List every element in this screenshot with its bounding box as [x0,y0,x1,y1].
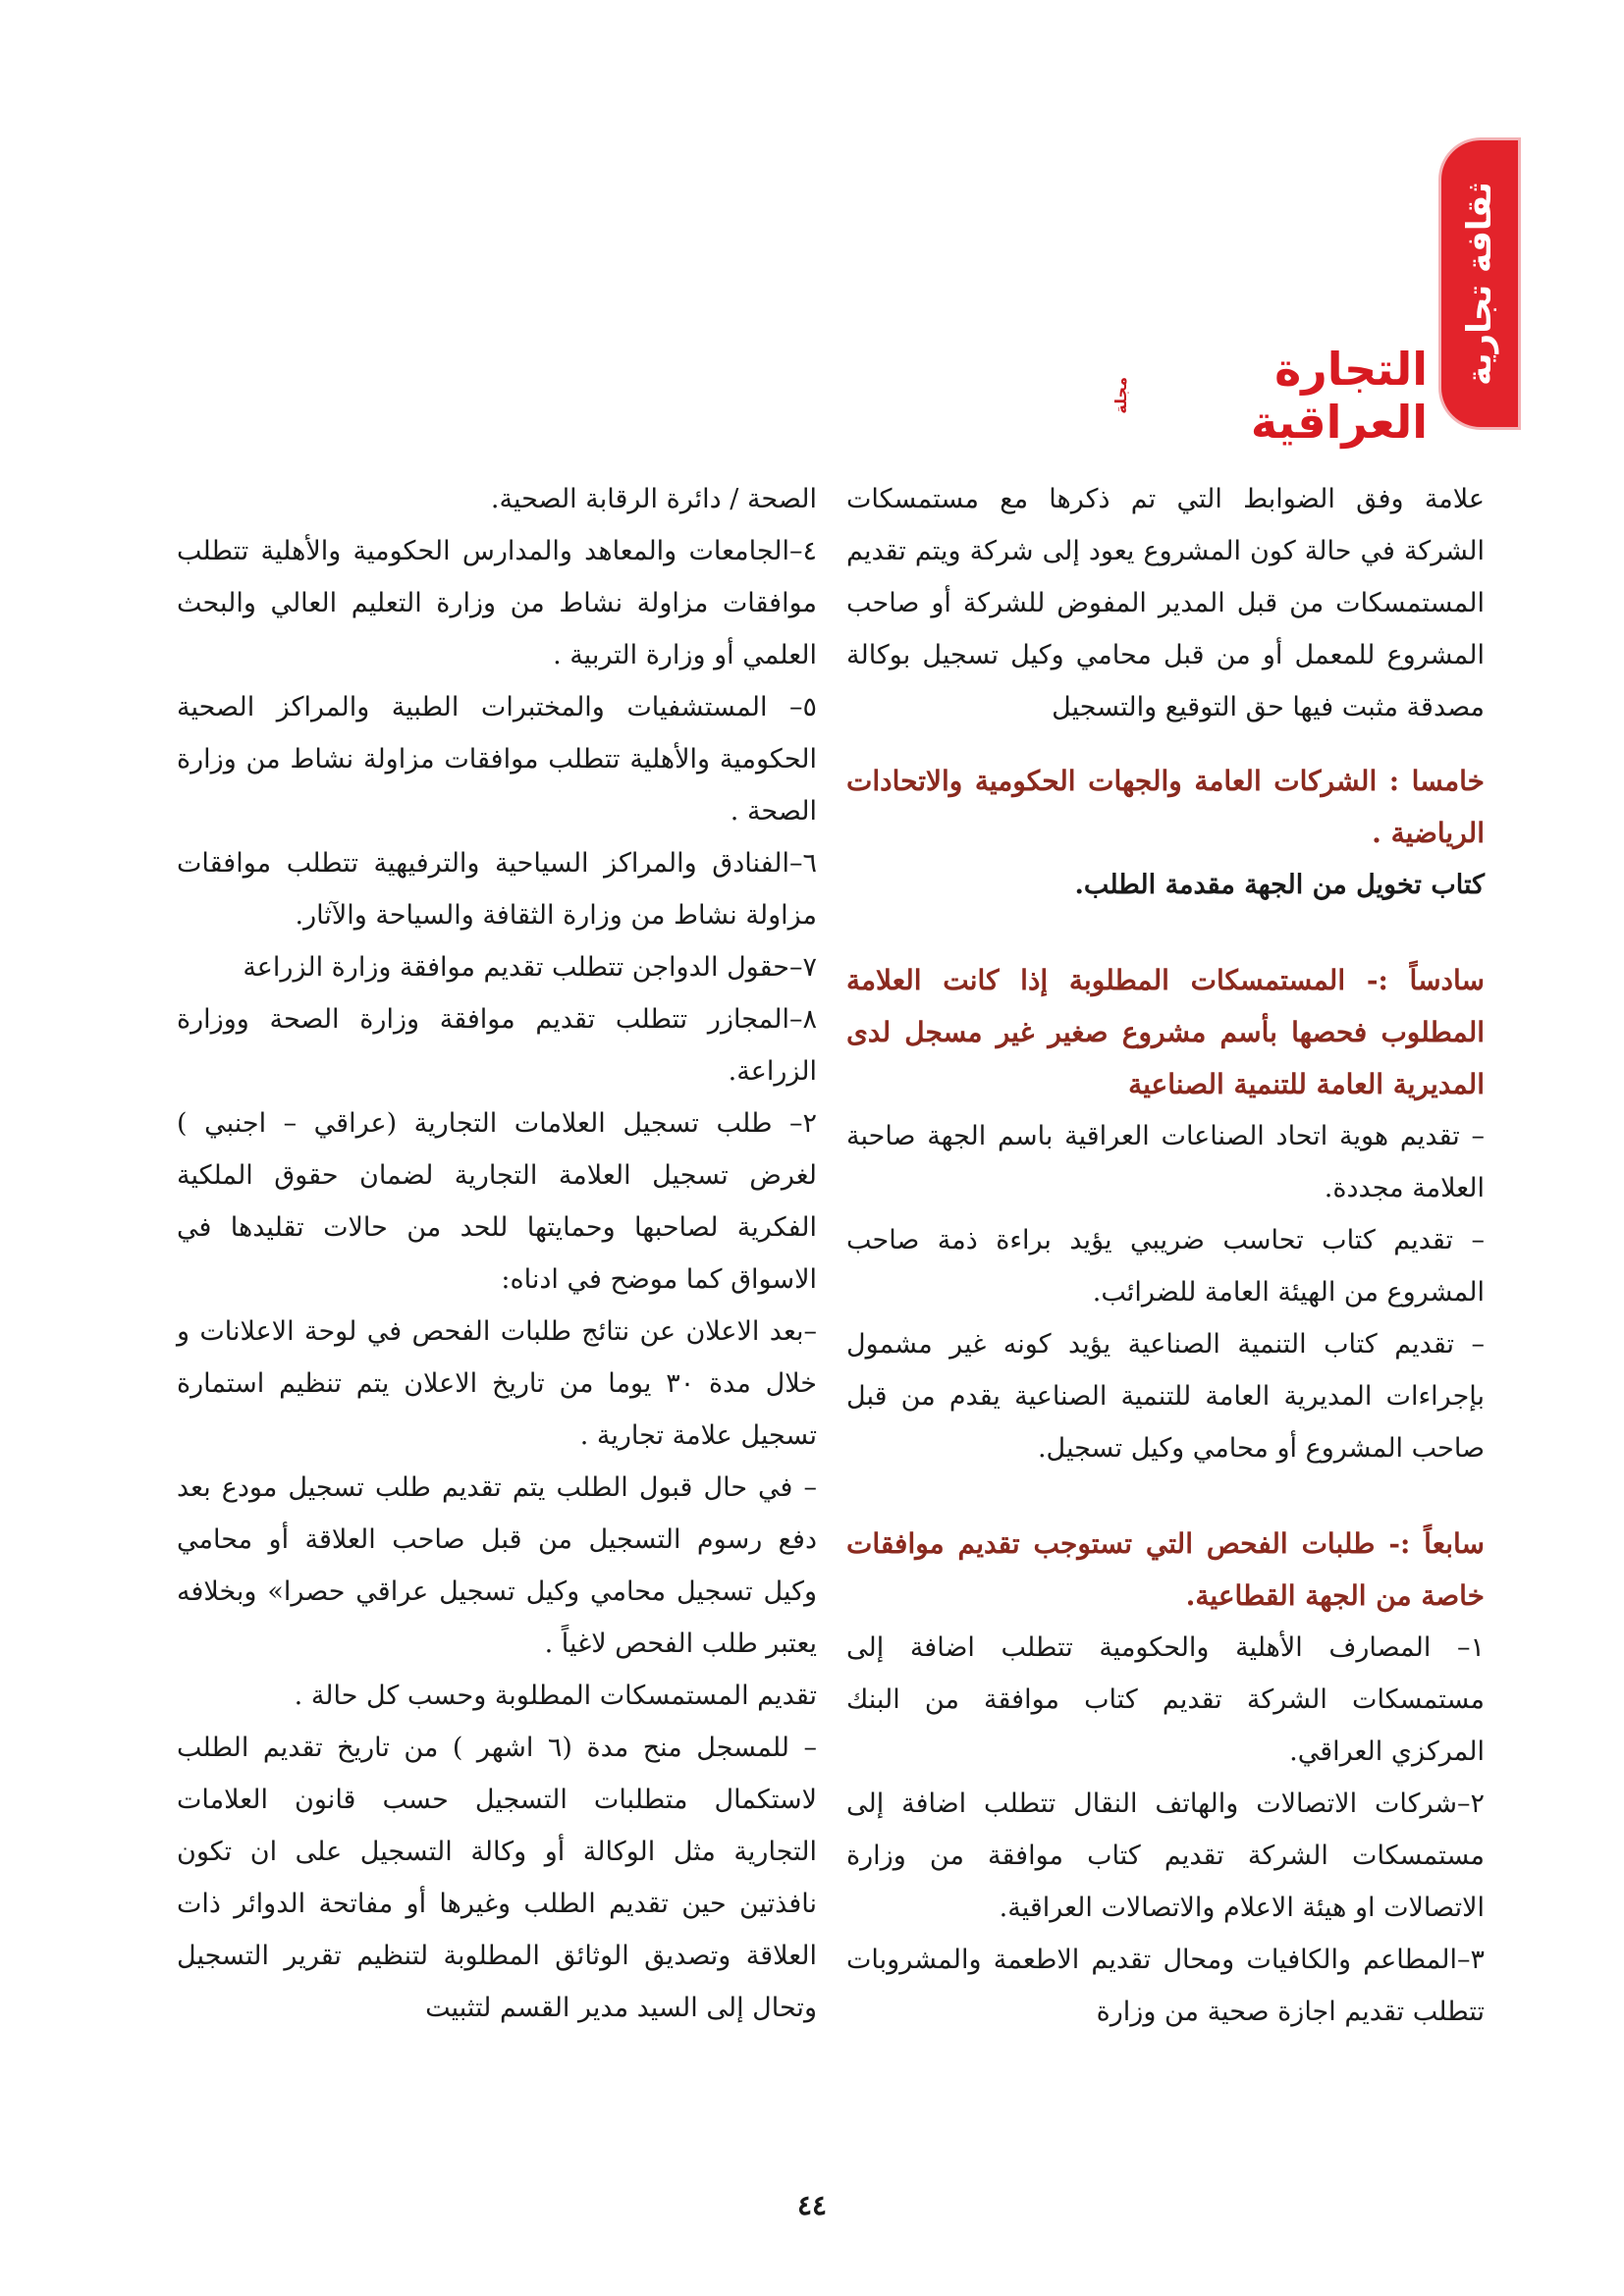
right-column [846,473,1485,2159]
left-item: ٤–الجامعات والمعاهد والمدارس الحكومية والأهلية تتطلب موافقات مزاولة نشاط من وزارة التعليم العالي والبحث العلمي أو وزارة التربية . [177,536,817,670]
sixth-item: – تقديم هوية اتحاد الصناعات العراقية باسم الجهة صاحبة العلامة مجددة. [846,1121,1485,1203]
section-tab-label: ثقافة تجارية [1460,182,1499,386]
masthead-title: التجارة العراقية [1250,343,1428,449]
left-item: –بعد الاعلان عن نتائج طلبات الفحص في لوحة الاعلانات و خلال مدة ٣٠ يوما من تاريخ الاعلان يتم تنظيم استمارة تسجيل علامة تجارية . [177,1316,817,1451]
left-item: تقديم المستمسكات المطلوبة وحسب كل حالة . [294,1681,817,1711]
seventh-heading: سابعاً :- طلبات الفحص التي تستوجب تقديم موافقات خاصة من الجهة القطاعية. [846,1527,1485,1612]
left-column [177,473,817,2159]
left-item: ٨–المجازر تتطلب تقديم موافقة وزارة الصحة ووزارة الزراعة. [177,1004,817,1087]
section-tab [1441,140,1518,427]
left-item: ٧–حقول الدواجن تتطلب تقديم موافقة وزارة الزراعة [243,952,817,983]
fifth-heading: خامسا : الشركات العامة والجهات الحكومية والاتحادات الرياضية . [846,765,1485,849]
sixth-item: – تقديم كتاب التنمية الصناعية يؤيد كونه غير مشمول بإجراءات المديرية العامة للتنمية الصناعية يقدم من قبل صاحب المشروع أو محامي وكيل تسجيل. [846,1329,1485,1464]
intro-paragraph: علامة وفق الضوابط التي تم ذكرها مع مستمسكات الشركة في حالة كون المشروع يعود إلى شركة ويتم تقديم المستمسكات من قبل المدير المفوض للشركة أو صاحب المشروع للمعمل أو من قبل محامي وكيل تسجيل بوكالة مصدقة مثبت فيها حق التوقيع والتسجيل [846,484,1485,722]
seventh-item: ٢–شركات الاتصالات والهاتف النقال تتطلب اضافة إلى مستمسكات الشركة تقديم كتاب موافقة من وزارة الاتصالات او هيئة الاعلام والاتصالات العراقية. [846,1789,1485,1923]
left-item: – في حال قبول الطلب يتم تقديم طلب تسجيل مودع بعد دفع رسوم التسجيل من قبل صاحب العلاقة أو محامي وكيل تسجيل محامي وكيل تسجيل عراقي حصرا» وبخلافه يعتبر طلب الفحص لاغياً . [177,1472,817,1659]
magazine-masthead [1111,343,1428,449]
left-item: ٦–الفنادق والمراكز السياحية والترفيهية تتطلب موافقات مزاولة نشاط من وزارة الثقافة والسياحة والآثار. [177,848,817,931]
seventh-item: ١– المصارف الأهلية والحكومية تتطلب اضافة إلى مستمسكات الشركة تقديم كتاب موافقة من البنك المركزي العراقي. [846,1632,1485,1767]
page-number: ٤٤ [796,2189,828,2221]
left-item: الصحة / دائرة الرقابة الصحية. [490,484,817,514]
sixth-item: – تقديم كتاب تحاسب ضريبي يؤيد براءة ذمة صاحب المشروع من الهيئة العامة للضرائب. [846,1225,1485,1308]
fifth-body: كتاب تخويل من الجهة مقدمة الطلب. [1074,870,1485,900]
masthead-small-label: مجلة [1111,377,1130,414]
seventh-item: ٣–المطاعم والكافيات ومحال تقديم الاطعمة والمشروبات تتطلب تقديم اجازة صحية من وزارة [846,1945,1485,2027]
left-item: ٢– طلب تسجيل العلامات التجارية (عراقي – اجنبي ) لغرض تسجيل العلامة التجارية لضمان حقوق الملكية الفكرية لصاحبها وحمايتها للحد من حالات تقليدها في الاسواق كما موضح في ادناه: [177,1108,817,1295]
sixth-heading: سادساً :- المستمسكات المطلوبة إذا كانت العلامة المطلوب فحصها بأسم مشروع صغير غير مسجل لدى المديرية العامة للتنمية الصناعية [846,964,1485,1100]
left-item: – للمسجل منح مدة (٦ اشهر ) من تاريخ تقديم الطلب لاستكمال متطلبات التسجيل حسب قانون العلامات التجارية مثل الوكالة أو وكالة التسجيل على ان تكون نافذتين حين تقديم الطلب وغيرها أو مفاتحة الدوائر ذات العلاقة وتصديق الوثائق المطلوبة لتنظيم تقرير التسجيل وتحال إلى السيد مدير القسم لتثبيت [177,1733,817,2023]
left-item: ٥– المستشفيات والمختبرات الطبية والمراكز الصحية الحكومية والأهلية تتطلب موافقات مزاولة نشاط من وزارة الصحة . [177,692,817,827]
